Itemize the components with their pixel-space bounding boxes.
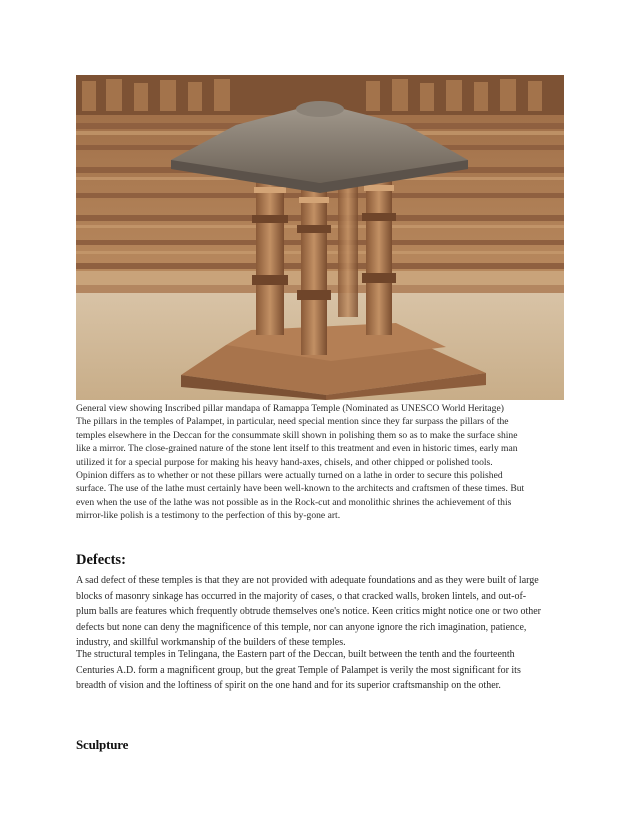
caption-line: utilized it for a special purpose for making his heavy hand-axes, chisels, and other chipped or polished tools. bbox=[76, 456, 493, 468]
caption-line: mirror-like polish is a testimony to the perfection of this by-gone art. bbox=[76, 510, 341, 522]
sculpture-heading: Sculpture bbox=[76, 737, 129, 752]
photo-caption bbox=[76, 402, 566, 523]
paragraph-line: industry, and skillful workmanship of the builders of these temples. bbox=[76, 637, 346, 649]
defects-paragraph-1 bbox=[76, 573, 568, 651]
paragraph-line: blocks of masonry sinkage has occurred in the majority of cases, o that cracked walls, broken lintels, and out-of- bbox=[76, 590, 527, 602]
paragraph-line: breadth of vision and the loftiness of spirit on the one hand and for its superior craftsmanship on the other. bbox=[76, 680, 501, 692]
defects-heading: Defects: bbox=[76, 552, 126, 568]
paragraph-line: defects but none can deny the magnificence of this temple, nor can anyone ignore the rich imagination, patience, bbox=[76, 621, 527, 633]
paragraph-line: The structural temples in Telingana, the Eastern part of the Deccan, built between the tenth and the fourteenth bbox=[76, 649, 515, 660]
caption-line: The pillars in the temples of Palampet, in particular, need special mention since they far surpass the pillars of the bbox=[76, 416, 509, 428]
paragraph-line: A sad defect of these temples is that they are not provided with adequate foundations and as they were built of large bbox=[76, 575, 539, 586]
temple-photo-illustration bbox=[76, 75, 564, 400]
caption-line: General view showing Inscribed pillar mandapa of Ramappa Temple (Nominated as UNESCO World Heritage) bbox=[76, 403, 504, 414]
defects-paragraph-2 bbox=[76, 647, 568, 694]
caption-line: temples elsewhere in the Deccan for the consummate skill shown in polishing them so as to make the surface shine bbox=[76, 429, 518, 441]
caption-line: like a mirror. The close-grained nature of the stone lent itself to this treatment and even in historic times, early man bbox=[76, 443, 518, 455]
temple-pillar-mandapa-photo bbox=[76, 75, 564, 400]
caption-line: Opinion differs as to whether or not these pillars were actually turned on a lathe in order to secure this polished bbox=[76, 470, 503, 482]
paragraph-line: plum balls are features which frequently obtrude themselves one's notice. Keen critics might notice one or two other bbox=[76, 606, 541, 618]
paragraph-line: Centuries A.D. form a magnificent group, but the great Temple of Palampet is verily the most significant for its bbox=[76, 664, 521, 676]
caption-line: even when the use of the lathe was not possible as in the Rock-cut and monolithic shrines the achievement of this bbox=[76, 496, 512, 508]
caption-line: surface. The use of the lathe must certainly have been well-known to the architects and craftsmen of these times. But bbox=[76, 483, 525, 495]
